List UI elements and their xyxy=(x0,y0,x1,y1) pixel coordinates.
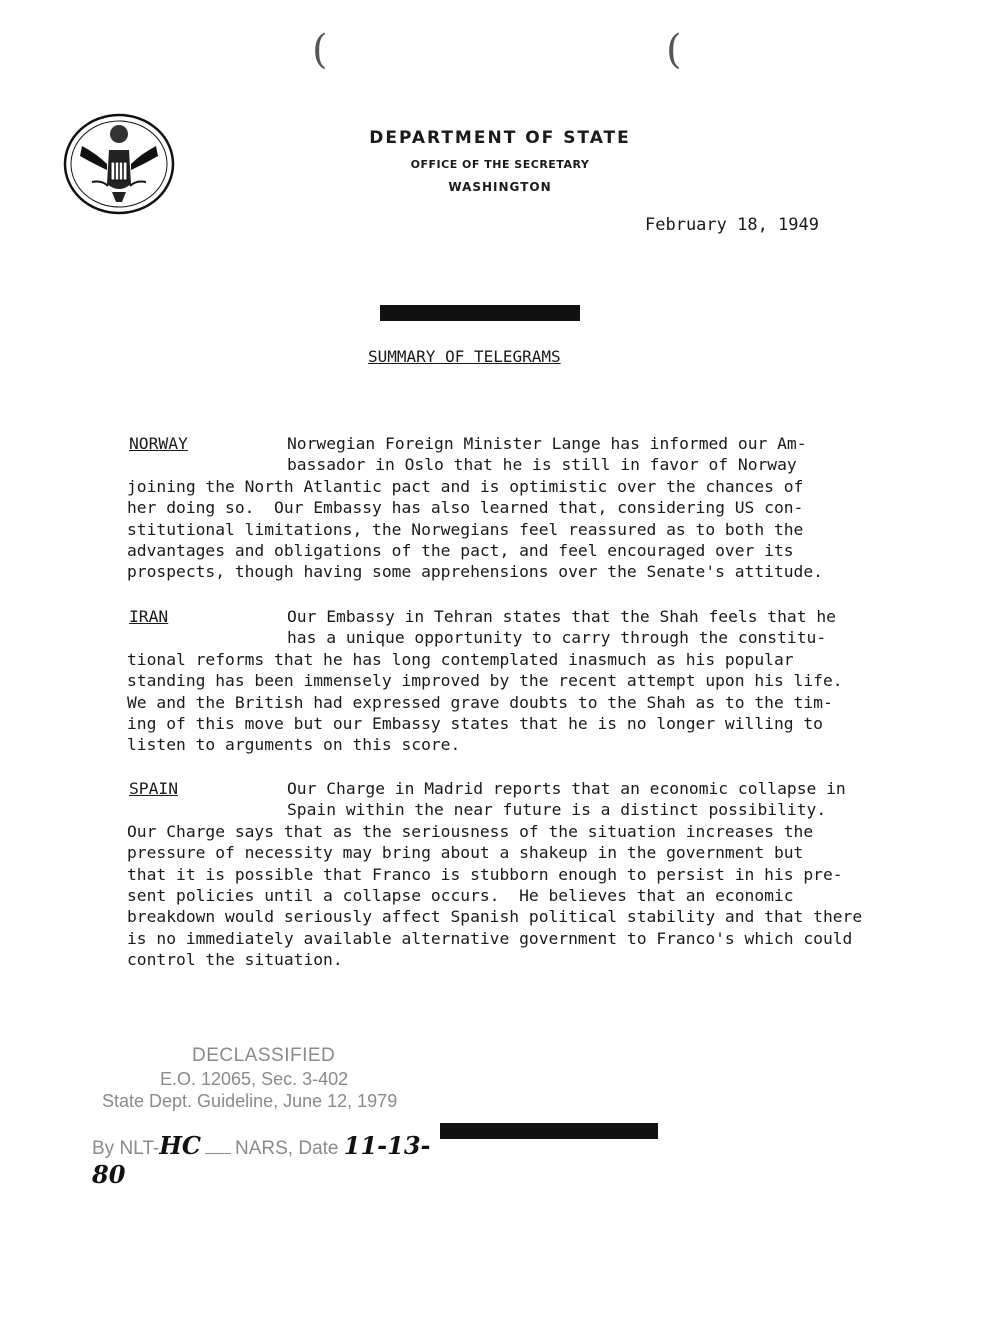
section-label: SPAIN xyxy=(129,779,179,798)
paragraph-line: has a unique opportunity to carry through the constitu- xyxy=(287,628,827,648)
stamp-guideline: State Dept. Guideline, June 12, 1979 xyxy=(102,1091,398,1111)
section-label: IRAN xyxy=(129,607,169,626)
letterhead-department: DEPARTMENT OF STATE xyxy=(369,128,631,148)
section-spain xyxy=(127,778,947,971)
section-label: NORWAY xyxy=(129,434,188,453)
stamp-by-prefix: By NLT- xyxy=(92,1138,160,1159)
paragraph-line: her doing so. Our Embassy has also learned that, considering US con- xyxy=(127,498,804,518)
section-iran xyxy=(127,606,947,756)
paragraph-line: Spain within the near future is a distinct possibility. xyxy=(287,800,827,820)
stamp-underline xyxy=(205,1153,231,1154)
stamp-nars-date-label: NARS, Date xyxy=(235,1138,339,1159)
letterhead xyxy=(330,128,670,194)
classification-bottom-redacted xyxy=(440,1123,658,1139)
paragraph-line: joining the North Atlantic pact and is optimistic over the chances of xyxy=(127,476,804,496)
paragraph-line: We and the British had expressed grave doubts to the Shah as to the tim- xyxy=(127,692,833,712)
punch-mark-right: ( xyxy=(666,27,682,73)
paragraph-line: advantages and obligations of the pact, and feel encouraged over its xyxy=(127,540,794,560)
paragraph-line: tional reforms that he has long contemplated inasmuch as his popular xyxy=(127,649,794,669)
handwritten-date: 11-13-80 xyxy=(92,1131,431,1189)
great-seal-icon xyxy=(62,112,176,216)
paragraph-line: Our Embassy in Tehran states that the Shah feels that he xyxy=(287,607,836,626)
paragraph-line: that it is possible that Franco is stubborn enough to persist in his pre- xyxy=(127,864,843,884)
paragraph-line: Our Charge in Madrid reports that an economic collapse in xyxy=(287,779,846,798)
stamp-declassified: DECLASSIFIED xyxy=(192,1045,336,1066)
handwritten-initials: HC xyxy=(159,1131,201,1160)
stamp-authorization xyxy=(92,1131,432,1189)
paragraph-line: standing has been immensely improved by the recent attempt upon his life. xyxy=(127,671,843,691)
paragraph-line: control the situation. xyxy=(127,950,343,970)
paragraph-line: is no immediately available alternative government to Franco's which could xyxy=(127,928,853,948)
paragraph-line: breakdown would seriously affect Spanish political stability and that there xyxy=(127,907,863,927)
section-norway xyxy=(127,433,947,583)
stamp-executive-order: E.O. 12065, Sec. 3-402 xyxy=(160,1069,349,1089)
document-title: SUMMARY OF TELEGRAMS xyxy=(368,347,561,366)
paragraph-line: prospects, though having some apprehensions over the Senate's attitude. xyxy=(127,562,823,582)
paragraph-line: Our Charge says that as the seriousness of the situation increases the xyxy=(127,821,814,841)
paragraph-line: sent policies until a collapse occurs. He believes that an economic xyxy=(127,885,794,905)
paragraph-line: pressure of necessity may bring about a shakeup in the government but xyxy=(127,843,804,863)
paragraph-line: Norwegian Foreign Minister Lange has informed our Am- xyxy=(287,434,807,453)
paragraph-line: ing of this move but our Embassy states that he is no longer willing to xyxy=(127,713,823,733)
paragraph-line: bassador in Oslo that he is still in favor of Norway xyxy=(287,455,797,475)
paragraph-line: listen to arguments on this score. xyxy=(127,735,461,755)
classification-top-redacted xyxy=(380,305,580,321)
letterhead-office: OFFICE OF THE SECRETARY xyxy=(410,158,590,171)
document-date: February 18, 1949 xyxy=(645,215,819,235)
punch-mark-left: ( xyxy=(312,27,328,73)
paragraph-line: stitutional limitations, the Norwegians feel reassured as to both the xyxy=(127,519,804,539)
letterhead-city: WASHINGTON xyxy=(448,180,552,194)
